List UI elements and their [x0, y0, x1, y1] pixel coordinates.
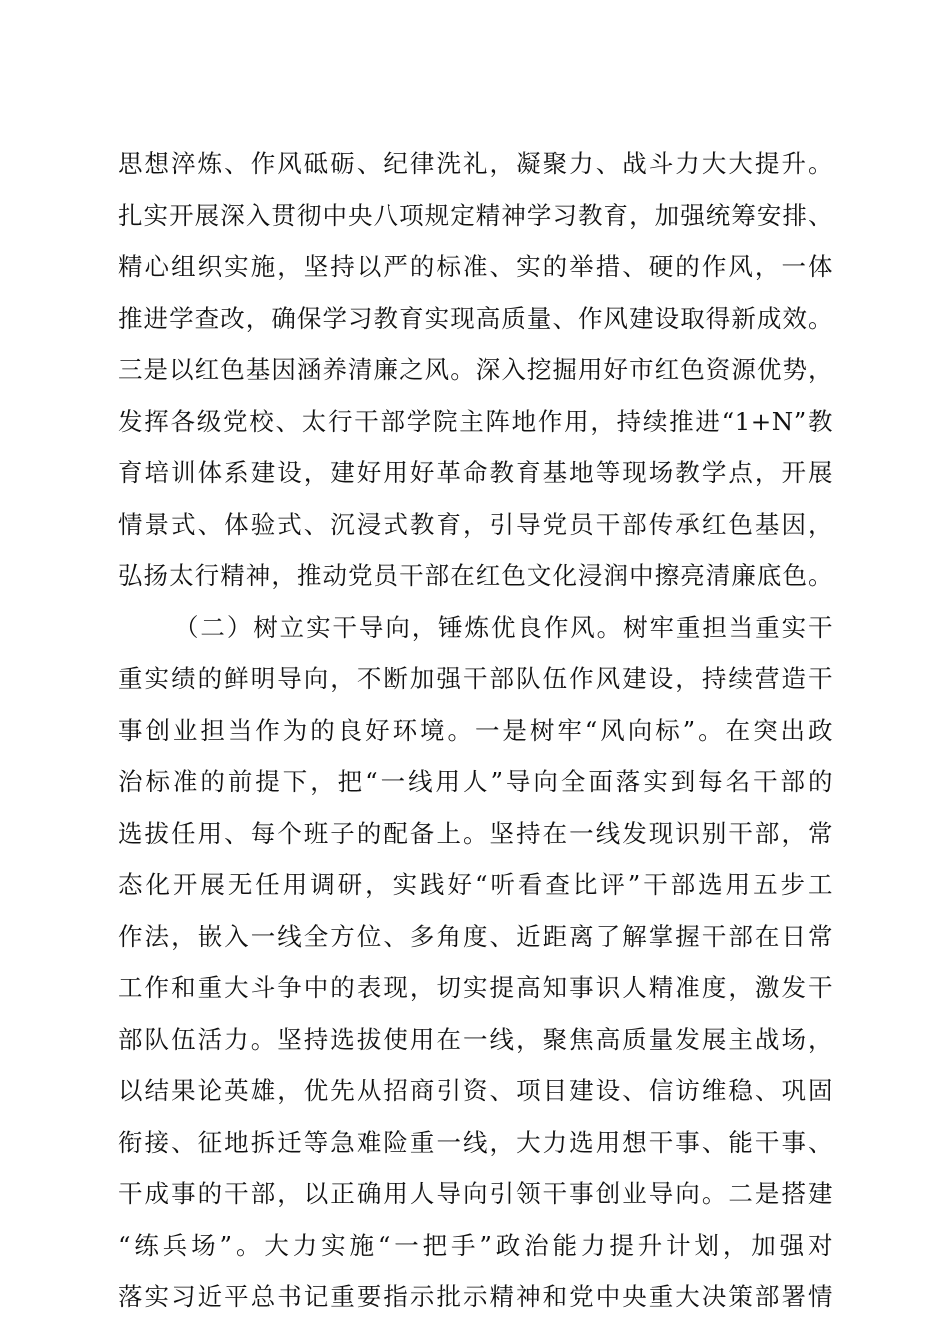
text-line: 发挥各级党校、太行干部学院主阵地作用，持续推进“1+N”教 — [118, 406, 833, 436]
text-line: 扎实开展深入贯彻中央八项规定精神学习教育，加强统筹安排、 — [118, 200, 833, 230]
text-line: 育培训体系建设，建好用好革命教育基地等现场教学点，开展 — [118, 458, 833, 487]
text-line: 重实绩的鲜明导向，不断加强干部队伍作风建设，持续营造干 — [118, 664, 833, 693]
text-line: 选拔任用、每个班子的配备上。坚持在一线发现识别干部，常 — [118, 818, 833, 848]
text-line: 思想淬炼、作风砥砺、纪律洗礼，凝聚力、战斗力大大提升。 — [118, 149, 833, 178]
text-line: 事创业担当作为的良好环境。一是树牢“风向标”。在突出政 — [118, 715, 833, 745]
text-line: 作法，嵌入一线全方位、多角度、近距离了解掌握干部在日常 — [118, 921, 833, 951]
text-line: 三是以红色基因涵养清廉之风。深入挖掘用好市红色资源优势， — [118, 355, 833, 384]
text-line: 衔接、征地拆迁等急难险重一线，大力选用想干事、能干事、 — [118, 1127, 833, 1157]
text-line: 落实习近平总书记重要指示批示精神和党中央重大决策部署情 — [118, 1282, 833, 1311]
text-line: 弘扬太行精神，推动党员干部在红色文化浸润中擦亮清廉底色。 — [118, 561, 833, 590]
text-line: 精心组织实施，坚持以严的标准、实的举措、硬的作风，一体 — [118, 252, 833, 281]
text-line: 工作和重大斗争中的表现，切实提高知事识人精准度，激发干 — [118, 973, 833, 1002]
text-line: 干成事的干部，以正确用人导向引领干事创业导向。二是搭建 — [118, 1179, 833, 1208]
body-text — [118, 138, 833, 1323]
text-line: 态化开展无任用调研，实践好“听看查比评”干部选用五步工 — [118, 870, 833, 899]
text-line: 部队伍活力。坚持选拔使用在一线，聚焦高质量发展主战场， — [118, 1024, 833, 1054]
text-line: 情景式、体验式、沉浸式教育，引导党员干部传承红色基因， — [118, 509, 833, 539]
text-line: “练兵场”。大力实施“一把手”政治能力提升计划，加强对 — [118, 1230, 833, 1260]
text-line: 治标准的前提下，把“一线用人”导向全面落实到每名干部的 — [118, 767, 833, 796]
text-line: 以结果论英雄，优先从招商引资、项目建设、信访维稳、巩固 — [118, 1076, 833, 1105]
text-line: 推进学查改，确保学习教育实现高质量、作风建设取得新成效。 — [118, 303, 833, 333]
section-heading-line: （二）树立实干导向，锤炼优良作风。树牢重担当重实干 — [174, 612, 833, 642]
